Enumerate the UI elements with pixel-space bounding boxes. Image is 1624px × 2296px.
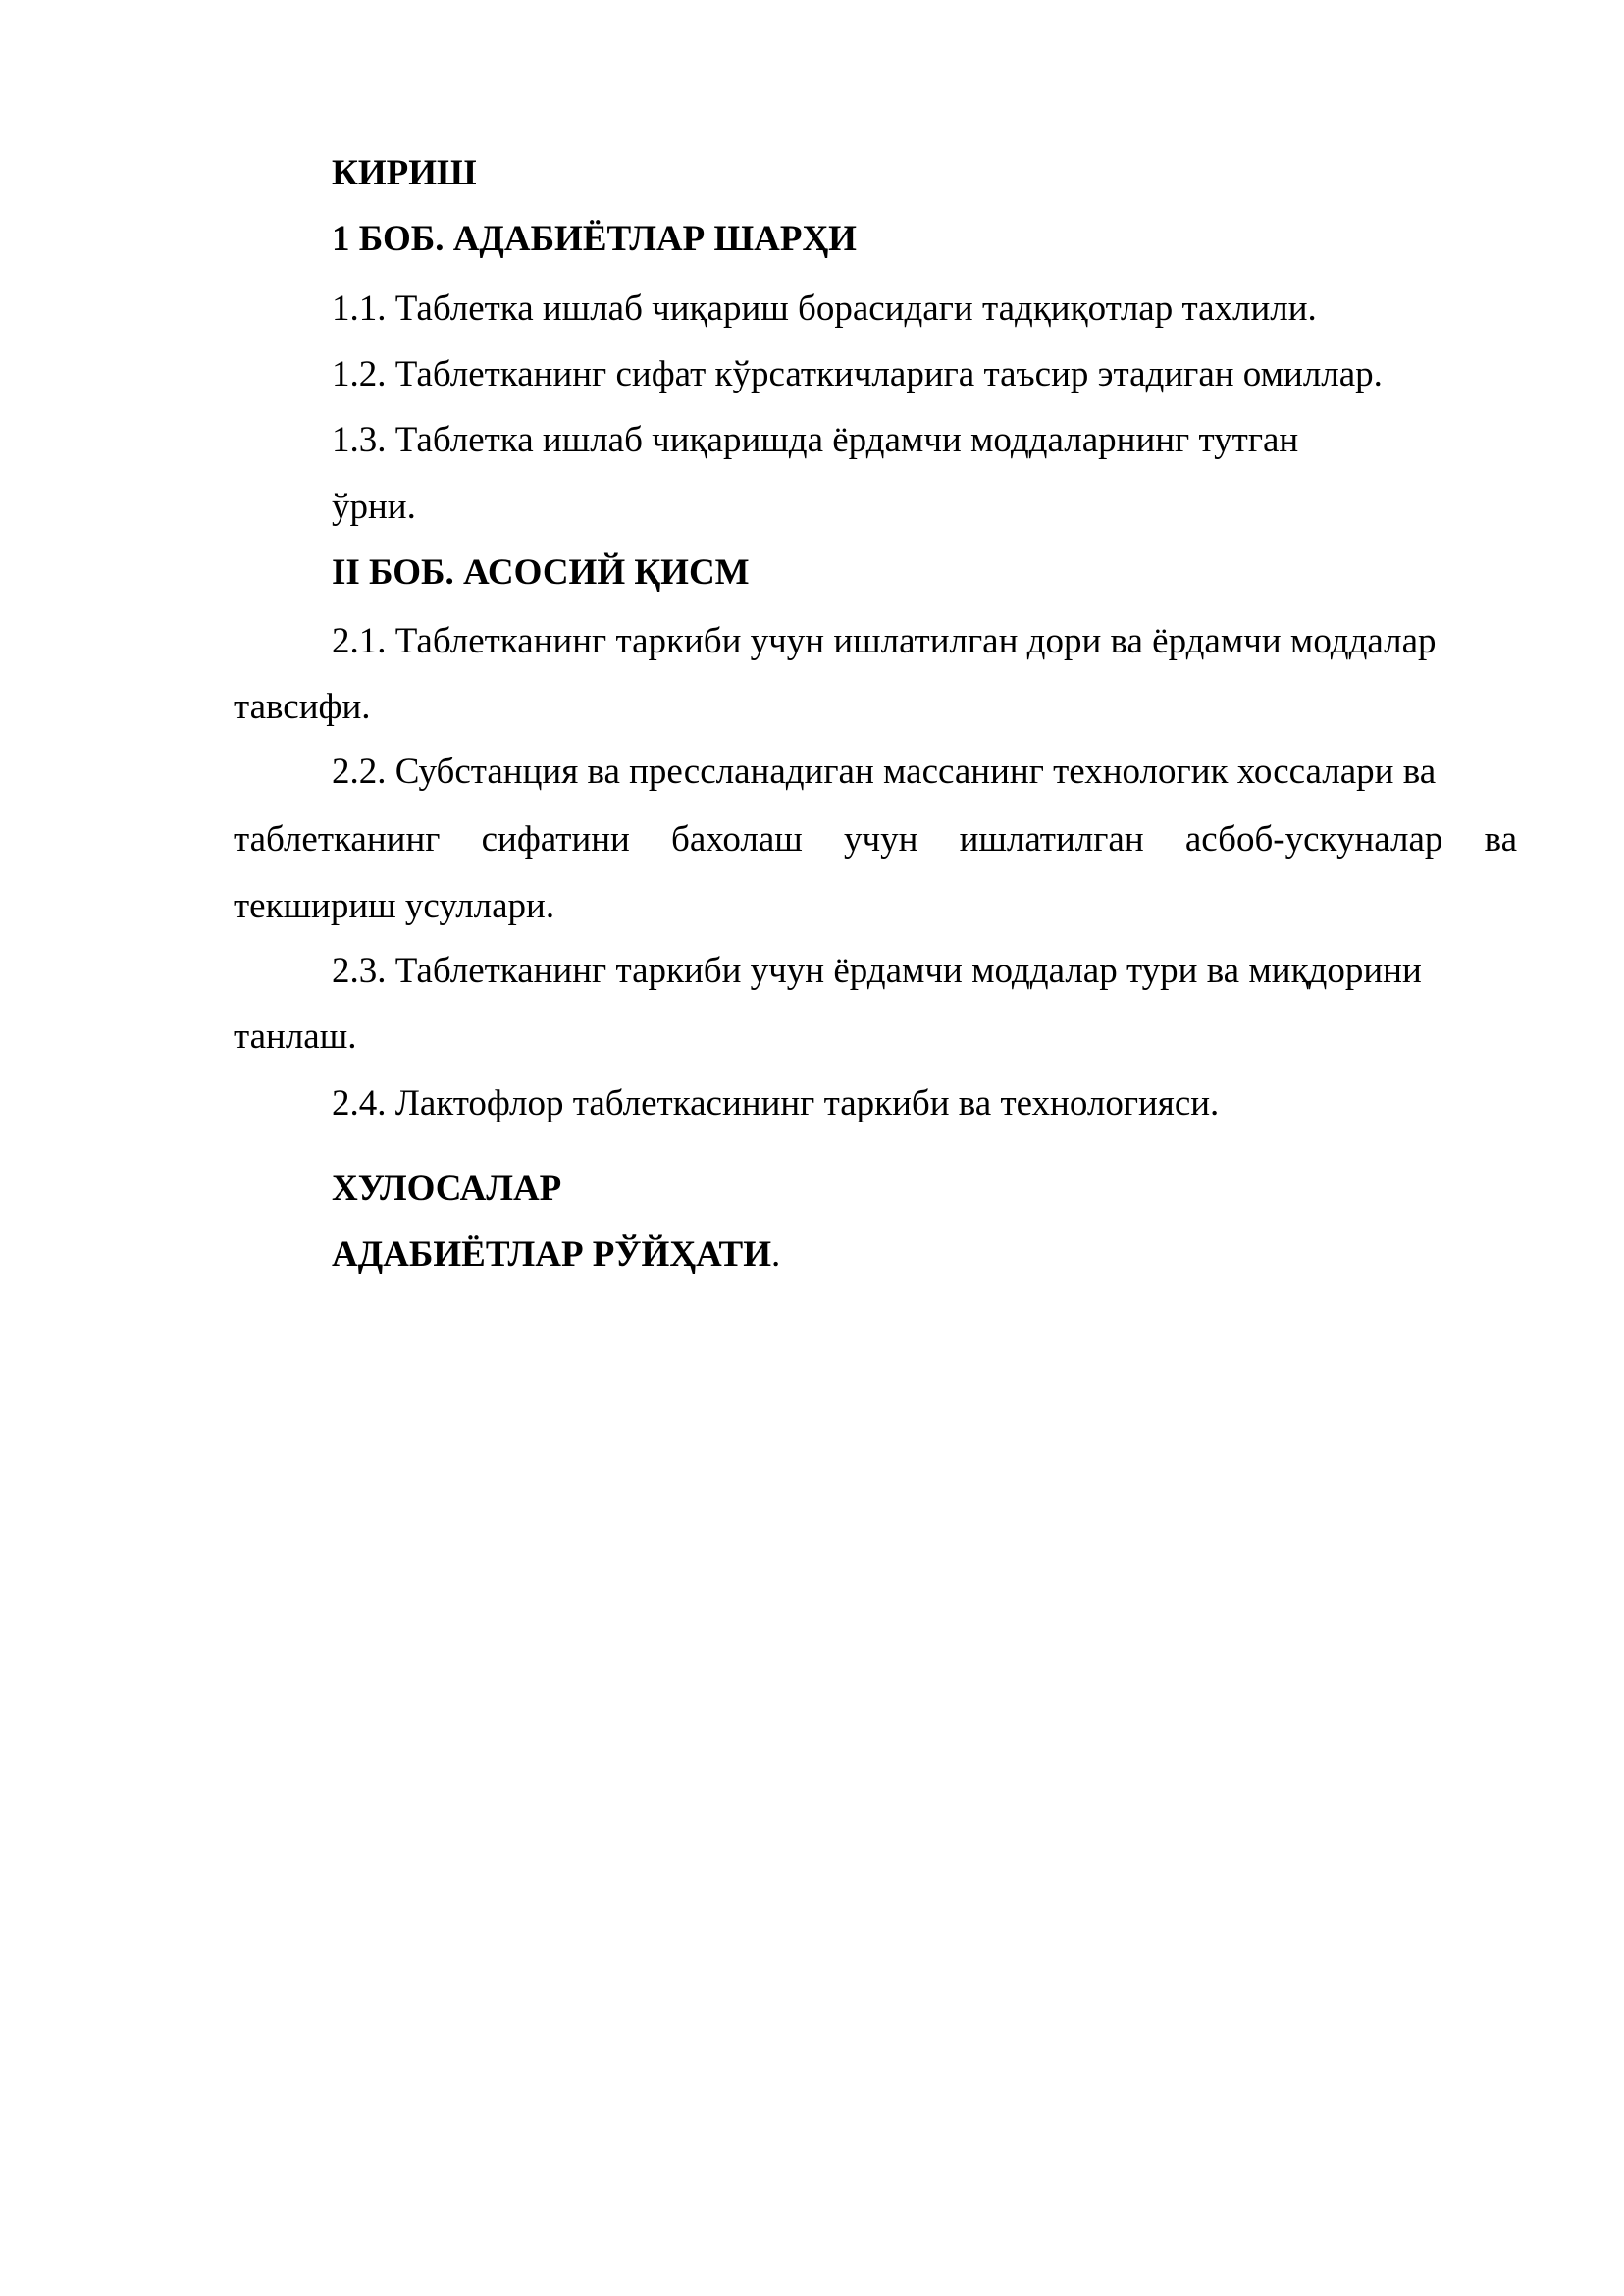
chapter-2-title: II БОБ. АСОСИЙ ҚИСМ: [332, 552, 750, 593]
toc-item-2-2-line-3: текшириш усуллари.: [234, 886, 555, 926]
toc-item-2-3-line-1: 2.3. Таблетканинг таркиби учун ёрдамчи моддалар тури ва миқдорини: [332, 951, 1422, 991]
toc-item-2-1-line-1: 2.1. Таблетканинг таркиби учун ишлатилган дори ва ёрдамчи моддалар: [332, 621, 1437, 661]
toc-references-label: АДАБИЁТЛАР РЎЙҲАТИ: [332, 1234, 771, 1275]
toc-item-1-1: 1.1. Таблетка ишлаб чиқариш борасидаги тадқиқотлар тахлили.: [332, 288, 1317, 329]
toc-item-1-3-line-1: 1.3. Таблетка ишлаб чиқаришда ёрдамчи моддаларнинг тутган: [332, 420, 1299, 460]
toc-references-dot: .: [770, 1234, 781, 1275]
toc-item-2-1-line-2: тавсифи.: [234, 687, 371, 727]
toc-intro: КИРИШ: [332, 153, 477, 193]
toc-item-2-3-line-2: танлаш.: [234, 1017, 357, 1057]
toc-references: [332, 1233, 780, 1277]
chapter-1-title: 1 БОБ. АДАБИЁТЛАР ШАРҲИ: [332, 219, 857, 259]
toc-item-1-3-line-2: ўрни.: [332, 487, 416, 527]
toc-item-2-2-line-1: 2.2. Субстанция ва прессланадиган массанинг технологик хоссалари ва: [332, 752, 1437, 792]
toc-item-1-2: 1.2. Таблетканинг сифат кўрсаткичларига таъсир этадиган омиллар.: [332, 354, 1383, 394]
toc-item-2-4: 2.4. Лактофлор таблеткасининг таркиби ва технологияси.: [332, 1083, 1220, 1123]
toc-item-2-2-line-2: таблетканинг сифатини бахолаш учун ишлатилган асбоб-ускуналар ва: [234, 819, 1517, 860]
toc-conclusions: ХУЛОСАЛАР: [332, 1169, 562, 1209]
